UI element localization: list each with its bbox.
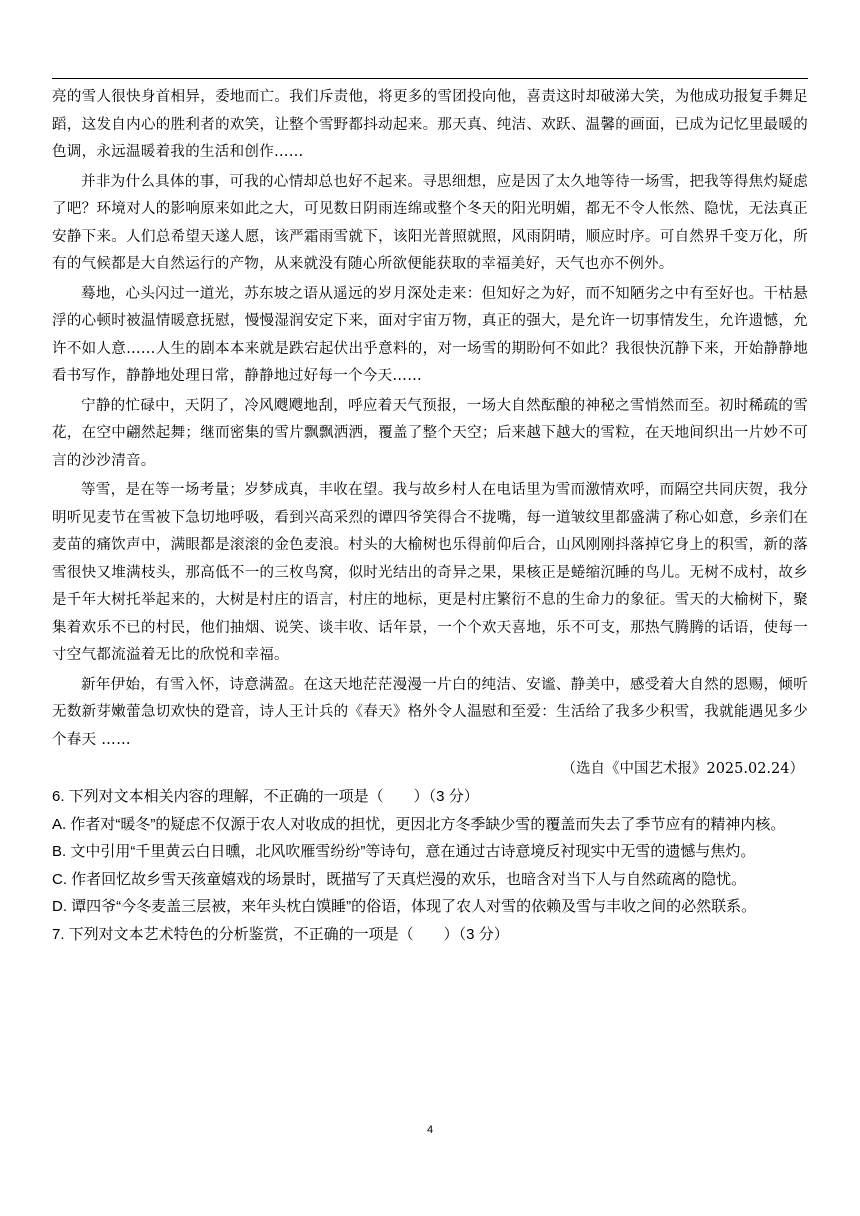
article-paragraph: 亮的雪人很快身首相异，委地而亡。我们斥责他，将更多的雪团投向他，喜责这时却破涕大笑，为他成功报复手舞足蹈，这发自内心的胜利者的欢笑，让整个雪野都抖动起来。那天真、纯洁、欢跃、温馨的画面，已成为记忆里最暖的色调，永远温暖着我的生活和创作……	[52, 89, 808, 160]
question-6-option-d: D. 谭四爷“今冬麦盖三层被，来年头枕白馍睡”的俗语，体现了农人对雪的依赖及雪与丰收之间的必然联系。	[52, 898, 757, 915]
header-rule	[52, 78, 808, 79]
document-body	[52, 84, 808, 948]
question-6-stem: 6. 下列对文本相关内容的理解，不正确的一项是（ ）（3 分）	[52, 788, 479, 805]
question-6-option-a: A. 作者对“暖冬”的疑虑不仅源于农人对收成的担忧，更因北方冬季缺少雪的覆盖而失去了季节应有的精神内核。	[52, 815, 786, 833]
article-source: （选自《中国艺术报》2025.02.24）	[561, 761, 804, 777]
article-paragraph: 新年伊始，有雪入怀，诗意满盈。在这天地茫茫漫漫一片白的纯洁、安谧、静美中，感受着大自然的恩赐，倾听无数新芽嫩蕾急切欢快的跫音，诗人王计兵的《春天》格外令人温慰和至爱：生活给了我多少积雪，我就能遇见多少个春天 ……	[52, 676, 808, 748]
page-number: 4	[426, 1124, 434, 1136]
article-paragraph: 并非为什么具体的事，可我的心情却总也好不起来。寻思细想，应是因了太久地等待一场雪，把我等得焦灼疑虑了吧？环境对人的影响原来如此之大，可见数日阴雨连绵或整个冬天的阳光明媚，都无不令人怅然、隐忧，无法真正安静下来。人们总希望天遂人愿，该严霜雨雪就下，该阳光普照就照，风雨阴晴，顺应时序。可自然界千变万化，所有的气候都是大自然运行的产物，从来就没有随心所欲便能获取的幸福美好，天气也亦不例外。	[52, 173, 808, 272]
question-7-stem: 7. 下列对文本艺术特色的分析鉴赏，不正确的一项是（ ）（3 分）	[52, 925, 509, 943]
article-paragraph: 等雪，是在等一场考量；岁梦成真，丰收在望。我与故乡村人在电话里为雪而激情欢呼，而隔空共同庆贺，我分明听见麦节在雪被下急切地呼吸，看到兴高采烈的谭四爷笑得合不拢嘴，每一道皱纹里都盛满了称心如意，乡亲们在麦苗的痛饮声中，满眼都是滚滚的金色麦浪。村头的大榆树也乐得前仰后合，山风刚刚抖落掉它身上的积雪，新的落雪很快又堆满枝头，那高低不一的三枚鸟窝，似时光结出的奇异之果，果核正是蜷缩沉睡的鸟儿。无树不成村，故乡是千年大树托举起来的，大树是村庄的语言，村庄的地标，更是村庄繁衍不息的生命力的象征。雪天的大榆树下，聚集着欢乐不已的村民，他们抽烟、说笑、谈丰收、话年景，一个个欢天喜地，乐不可支，那热气腾腾的话语，使每一寸空气都流溢着无比的欣悦和幸福。	[52, 482, 808, 663]
question-6-option-c: C. 作者回忆故乡雪天孩童嬉戏的场景时，既描写了天真烂漫的欢乐，也暗含对当下人与自然疏离的隐忧。	[52, 870, 747, 888]
question-6-option-b: B. 文中引用“千里黄云白日曛，北风吹雁雪纷纷”等诗句，意在通过古诗意境反衬现实中无雪的遗憾与焦灼。	[52, 843, 756, 860]
article-paragraph: 宁静的忙碌中，天阴了，冷风飕飕地刮，呼应着天气预报，一场大自然酝酿的神秘之雪悄然而至。初时稀疏的雪花，在空中翩然起舞；继而密集的雪片飘飘洒洒，覆盖了整个天空；后来越下越大的雪粒，在天地间织出一片妙不可言的沙沙清音。	[52, 397, 808, 469]
article-paragraph: 蓦地，心头闪过一道光，苏东坡之语从遥远的岁月深处走来：但知好之为好，而不知陋劣之中有至好也。干枯悬浮的心顿时被温情暖意抚慰，慢慢湿润安定下来，面对宇宙万物，真正的强大，是允许一切事情发生，允许遗憾，允许不如人意……人生的剧本本来就是跌宕起伏出乎意料的，对一场雪的期盼何不如此？我很快沉静下来，开始静静地看书写作，静静地处理日常，静静地过好每一个今天……	[52, 285, 808, 384]
